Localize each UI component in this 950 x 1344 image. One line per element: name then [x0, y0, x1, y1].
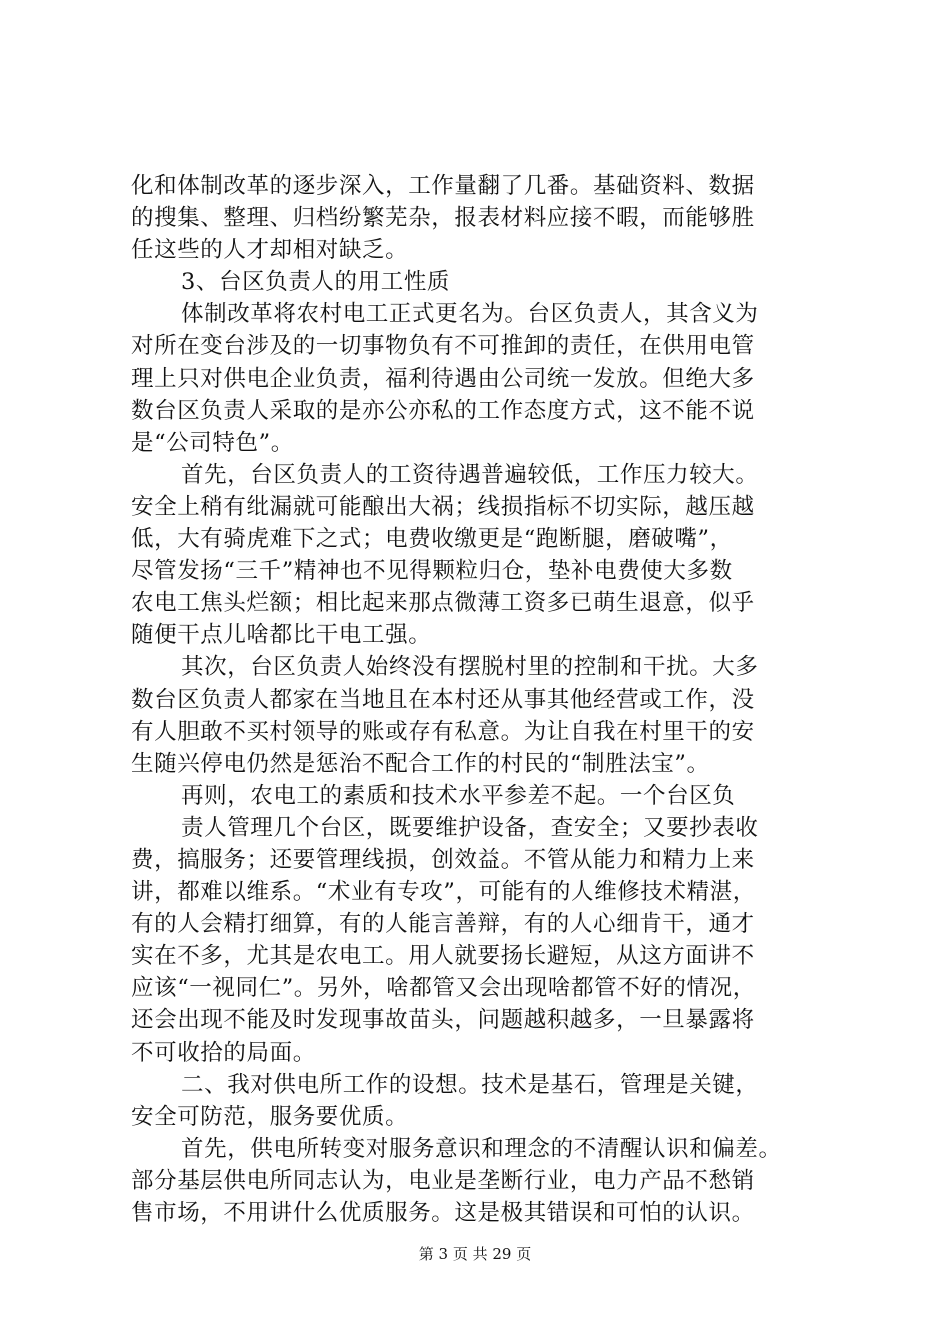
text-line: 讲，都难以维系。“术业有专攻”，可能有的人维修技术精湛， — [131, 879, 756, 906]
text-line: 有的人会精打细算，有的人能言善辩，有的人心细肯干，通才 — [131, 911, 755, 938]
text-line: 实在不多，尤其是农电工。用人就要扬长避短，从这方面讲不 — [131, 943, 755, 970]
text-line: 3、台区负责人的用工性质 — [181, 269, 451, 296]
text-line: 其次，台区负责人始终没有摆脱村里的控制和干扰。大多 — [181, 654, 759, 681]
text-line: 理上只对供电企业负责，福利待遇由公司统一发放。但绝大多 — [131, 365, 755, 392]
text-line: 部分基层供电所同志认为，电业是垄断行业，电力产品不愁销 — [131, 1167, 755, 1194]
text-line: 再则，农电工的素质和技术水平参差不起。一个台区负 — [181, 782, 736, 809]
text-line: 还会出现不能及时发现事故苗头，问题越积越多，一旦暴露将 — [131, 1007, 755, 1034]
text-line: 任这些的人才却相对缺乏。 — [131, 237, 409, 264]
text-line: 尽管发扬“三千”精神也不见得颗粒归仓，垫补电费使大多数 — [131, 558, 733, 585]
text-line: 首先，台区负责人的工资待遇普遍较低，工作压力较大。 — [181, 461, 759, 488]
page-footer: 第 3 页 共 29 页 — [418, 1245, 532, 1263]
text-line: 安全可防范，服务要优质。 — [131, 1103, 409, 1130]
text-line: 二、我对供电所工作的设想。技术是基石，管理是关键， — [181, 1071, 759, 1098]
text-line: 应该“一视同仁”。另外，啥都管又会出现啥都管不好的情况， — [131, 975, 756, 1002]
text-line: 费，搞服务；还要管理线损，创效益。不管从能力和精力上来 — [131, 846, 755, 873]
text-line: 对所在变台涉及的一切事物负有不可推卸的责任，在供用电管 — [131, 333, 755, 360]
text-line: 首先，供电所转变对服务意识和理念的不清醒认识和偏差。 — [181, 1135, 782, 1162]
text-line: 安全上稍有纰漏就可能酿出大祸；线损指标不切实际，越压越 — [131, 493, 755, 520]
text-line: 体制改革将农村电工正式更名为。台区负责人，其含义为 — [181, 301, 759, 328]
text-line: 化和体制改革的逐步深入，工作量翻了几番。基础资料、数据 — [131, 173, 755, 199]
text-line: 数台区负责人采取的是亦公亦私的工作态度方式，这不能不说 — [131, 397, 755, 424]
text-line: 随便干点儿啥都比干电工强。 — [131, 622, 432, 649]
text-line: 责人管理几个台区，既要维护设备，查安全；又要抄表收 — [181, 814, 759, 841]
text-line: 不可收拾的局面。 — [131, 1039, 316, 1066]
text-line: 生随兴停电仍然是惩治不配合工作的村民的“制胜法宝”。 — [131, 750, 710, 777]
text-line: 售市场，不用讲什么优质服务。这是极其错误和可怕的认识。 — [131, 1200, 755, 1226]
text-line: 有人胆敢不买村领导的账或存有私意。为让自我在村里干的安 — [131, 718, 755, 745]
text-line: 数台区负责人都家在当地且在本村还从事其他经营或工作，没 — [131, 686, 755, 713]
text-line: 农电工焦头烂额；相比起来那点微薄工资多已萌生退意，似乎 — [131, 590, 755, 617]
text-line: 是“公司特色”。 — [131, 429, 294, 456]
text-line: 低，大有骑虎难下之式；电费收缴更是“跑断腿，磨破嘴”， — [131, 526, 733, 553]
text-line: 的搜集、整理、归档纷繁芜杂，报表材料应接不暇，而能够胜 — [131, 205, 755, 232]
document-body — [131, 170, 831, 1229]
